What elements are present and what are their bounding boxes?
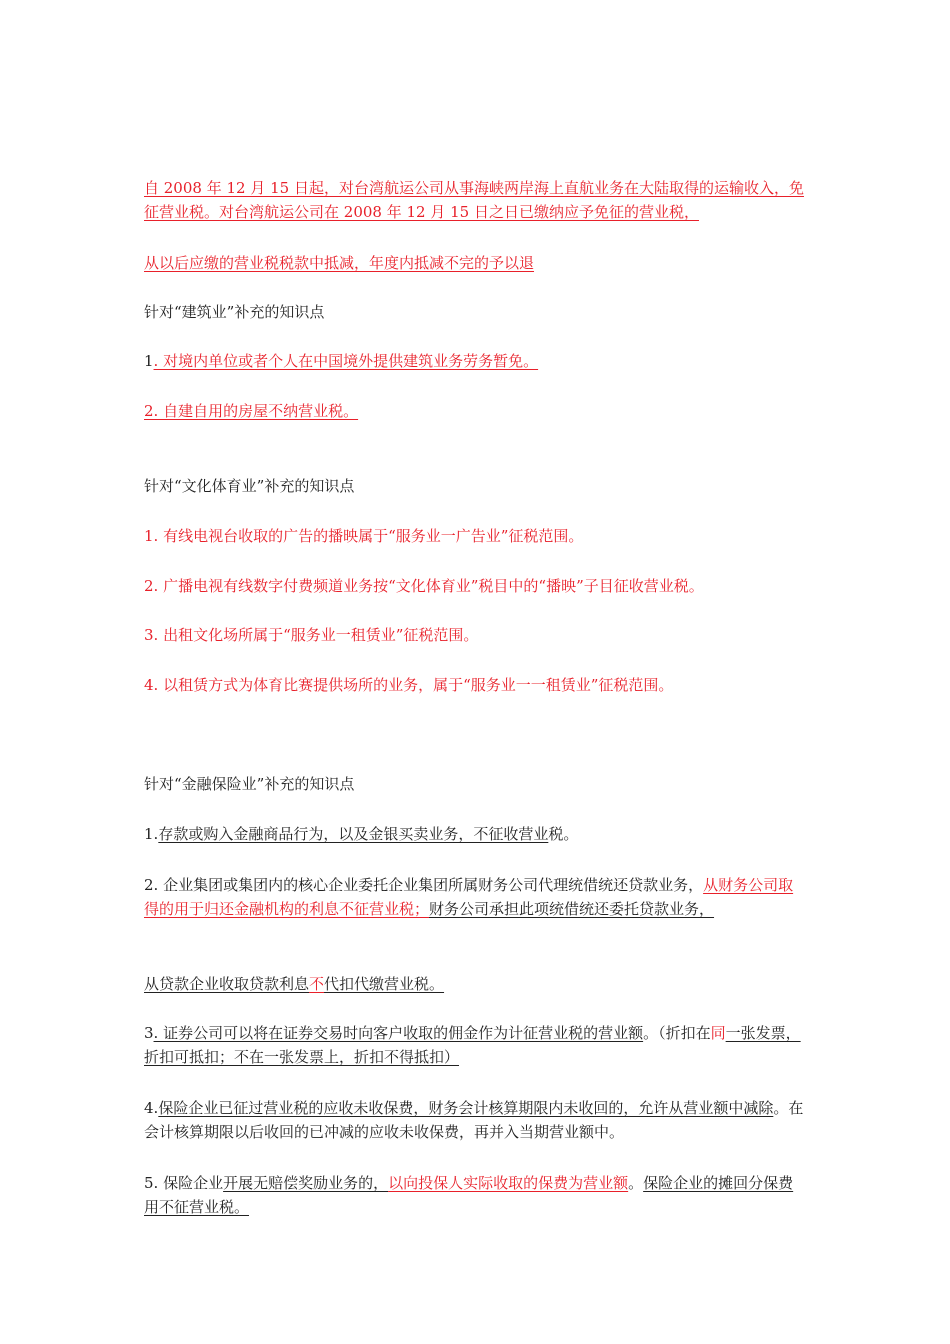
heading-finance-insurance: 针对“金融保险业”补充的知识点 xyxy=(144,775,355,793)
culture-item-1: 1. 有线电视台收取的广告的播映属于“服务业一广告业”征税范围。 xyxy=(144,527,584,545)
paragraph-offset-refund: 从以后应缴的营业税税款中抵减，年度内抵减不完的予以退 xyxy=(144,254,535,272)
finance-item-1: 1.存款或购入金融商品行为，以及金银买卖业务，不征收营业税。 xyxy=(144,825,579,843)
heading-culture-sports: 针对“文化体育业”补充的知识点 xyxy=(144,477,355,495)
taiwan-shipping-exemption: 自 2008 年 12 月 15 日起，对台湾航运公司从事海峡两岸海上直航业务在大陆取得的运输收入，免征营业税。 xyxy=(144,179,804,221)
construction-item-2: 2. 自建自用的房屋不纳营业税。 xyxy=(144,402,359,420)
finance-item-3: 3. 证券公司可以将在证券交易时向客户收取的佣金作为计征营业税的营业额。（折扣在同一张发票，折扣可抵扣；不在一张发票上，折扣不得抵扣） xyxy=(144,1024,801,1066)
finance-item-5: 5. 保险企业开展无赔偿奖励业务的，以向投保人实际收取的保费为营业额。保险企业的摊回分保费用不征营业税。 xyxy=(144,1174,794,1216)
culture-item-4: 4. 以租赁方式为体育比赛提供场所的业务，属于“服务业一一租赁业”征税范围。 xyxy=(144,676,674,694)
construction-item-1: 1. 对境内单位或者个人在中国境外提供建筑业务劳务暂免。 xyxy=(144,352,539,370)
finance-item-2-continued: 从贷款企业收取贷款利息不代扣代缴营业税。 xyxy=(144,975,445,993)
culture-item-3: 3. 出租文化场所属于“服务业一租赁业”征税范围。 xyxy=(144,626,479,644)
finance-item-4: 4.保险企业已征过营业税的应收未收保费，财务会计核算期限内未收回的，允许从营业额中减除。在会计核算期限以后收回的已冲减的应收未收保费，再并入当期营业额中。 xyxy=(144,1099,804,1141)
paragraph-taiwan-shipping xyxy=(144,176,808,224)
heading-construction: 针对“建筑业”补充的知识点 xyxy=(144,303,325,321)
taiwan-shipping-offset: 对台湾航运公司在 2008 年 12 月 15 日之日已缴纳应予免征的营业税， xyxy=(219,203,699,221)
culture-item-2: 2. 广播电视有线数字付费频道业务按“文化体育业”税目中的“播映”子目征收营业税。 xyxy=(144,577,704,595)
finance-item-2: 2. 企业集团或集团内的核心企业委托企业集团所属财务公司代理统借统还贷款业务，从财务公司取得的用于归还金融机构的利息不征营业税；财务公司承担此项统借统还委托贷款业务， xyxy=(144,876,794,918)
